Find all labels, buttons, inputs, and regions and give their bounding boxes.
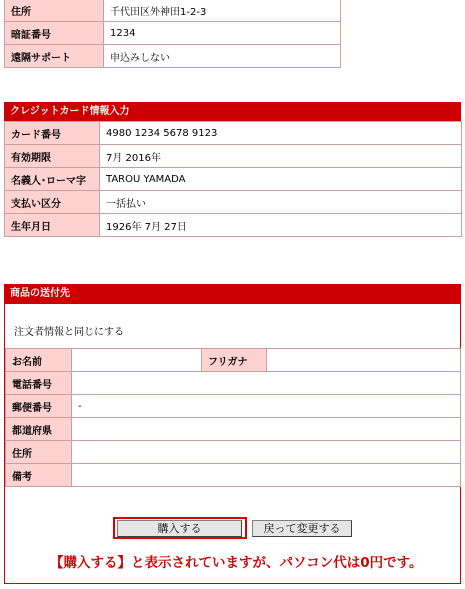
order-info-table <box>4 0 341 68</box>
furigana-label: フリガナ <box>202 349 267 372</box>
phone-label: 電話番号 <box>6 372 72 395</box>
remarks-field[interactable] <box>72 464 461 487</box>
price-note: 【購入する】と表示されていますが、パソコン代は0円です。 <box>50 555 423 571</box>
address-label: 住所 <box>5 0 104 22</box>
expiry-label: 有効期限 <box>5 145 100 168</box>
card-number-value: 4980 1234 5678 9123 <box>100 122 462 145</box>
remote-support-value: 申込みしない <box>104 45 341 68</box>
pin-label: 暗証番号 <box>5 22 104 45</box>
table-row <box>5 145 462 168</box>
shipping-address-field[interactable] <box>72 441 461 464</box>
phone-field[interactable] <box>72 372 461 395</box>
table-row <box>5 45 341 68</box>
cardholder-label: 名義人･ローマ字 <box>5 168 100 191</box>
table-row <box>5 122 462 145</box>
furigana-field[interactable] <box>267 349 461 372</box>
postal-code-label: 郵便番号 <box>6 395 72 418</box>
table-row <box>5 214 462 237</box>
birthdate-label: 生年月日 <box>5 214 100 237</box>
same-as-order-option[interactable]: 注文者情報と同じにする <box>14 327 124 338</box>
address-value: 千代田区外神田1-2-3 <box>104 0 341 22</box>
pin-value: 1234 <box>104 22 341 45</box>
payment-type-label: 支払い区分 <box>5 191 100 214</box>
expiry-value: 7月 2016年 <box>100 145 462 168</box>
prefecture-field[interactable] <box>72 418 461 441</box>
cardholder-value: TAROU YAMADA <box>100 168 462 191</box>
table-row <box>5 22 341 45</box>
table-row <box>5 191 462 214</box>
table-row <box>6 372 461 395</box>
table-row <box>6 464 461 487</box>
credit-card-table <box>4 121 462 237</box>
table-row <box>6 441 461 464</box>
back-button[interactable]: 戻って変更する <box>252 520 352 537</box>
shipping-table <box>5 348 461 487</box>
birthdate-value: 1926年 7月 27日 <box>100 214 462 237</box>
name-label: お名前 <box>6 349 72 372</box>
table-row <box>5 0 341 22</box>
table-row <box>6 349 461 372</box>
purchase-button[interactable]: 購入する <box>117 520 242 537</box>
table-row <box>5 168 462 191</box>
table-row <box>6 395 461 418</box>
remote-support-label: 遠隔サポート <box>5 45 104 68</box>
name-field[interactable] <box>72 349 202 372</box>
shipping-address-label: 住所 <box>6 441 72 464</box>
remarks-label: 備考 <box>6 464 72 487</box>
postal-code-field[interactable]: - <box>72 395 461 418</box>
credit-card-header: クレジットカード情報入力 <box>4 102 461 121</box>
card-number-label: カード番号 <box>5 122 100 145</box>
prefecture-label: 都道府県 <box>6 418 72 441</box>
table-row <box>6 418 461 441</box>
shipping-header: 商品の送付先 <box>4 284 461 303</box>
payment-type-value: 一括払い <box>100 191 462 214</box>
